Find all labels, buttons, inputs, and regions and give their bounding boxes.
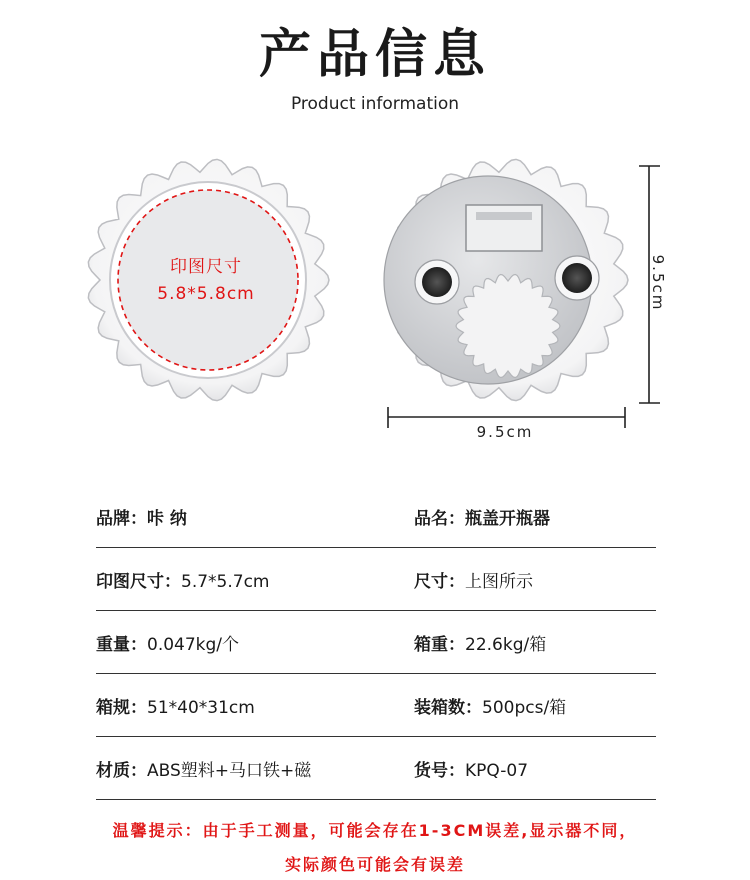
page-subtitle: Product information [290,94,460,114]
bottle-opener-slot [466,205,542,251]
width-dimension-label: 9.5cm [476,423,534,441]
spec-value: KPQ-07 [465,760,529,781]
spec-table [96,485,656,800]
spec-cell [96,504,414,529]
opener-lip [476,212,532,220]
spec-cell [96,756,414,781]
spec-row [96,548,656,611]
magnet-left [415,260,459,304]
notice-line-1: 温馨提示：由于手工测量，可能会存在1-3CM误差,显示器不同， [112,821,638,840]
spec-key: 重量： [96,634,147,655]
spec-value: 500pcs/箱 [482,697,567,718]
spec-cell [414,630,654,655]
spec-value: 51*40*31cm [147,697,255,718]
page-title: 产品信息 [258,25,491,85]
spec-row [96,611,656,674]
cap-front [88,159,329,400]
height-dimension-label: 9.5cm [649,254,667,312]
spec-value: 上图所示 [465,571,533,592]
spec-value: 22.6kg/箱 [465,634,547,655]
spec-value: 瓶盖开瓶器 [465,508,550,529]
spec-cell [414,504,654,529]
spec-cell [414,756,654,781]
magnet-right [555,256,599,300]
spec-value: 0.047kg/个 [147,634,240,655]
spec-key: 箱重： [414,634,465,655]
product-illustration [0,150,750,470]
print-area [118,190,298,370]
spec-row [96,737,656,800]
spec-key: 箱规： [96,697,147,718]
spec-key: 尺寸： [414,571,465,592]
spec-cell [414,567,654,592]
spec-key: 品名： [414,508,465,529]
spec-row [96,674,656,737]
spec-cell [414,693,654,718]
spec-cell [96,693,414,718]
spec-value: 5.7*5.7cm [181,571,270,592]
cap-back [384,159,628,400]
spec-cell [96,630,414,655]
spec-key: 装箱数： [414,697,482,718]
spec-value: 咔 纳 [147,508,187,529]
spec-cell [96,567,414,592]
notice-line-2: 实际颜色可能会有误差 [284,855,465,874]
spec-row [96,485,656,548]
spec-key: 品牌： [96,508,147,529]
spec-key: 材质： [96,760,147,781]
print-area-label: 印图尺寸 [170,257,242,277]
print-area-size: 5.8*5.8cm [157,284,255,304]
spec-value: ABS塑料+马口铁+磁 [147,760,312,781]
spec-key: 货号： [414,760,465,781]
spec-key: 印图尺寸： [96,571,181,592]
